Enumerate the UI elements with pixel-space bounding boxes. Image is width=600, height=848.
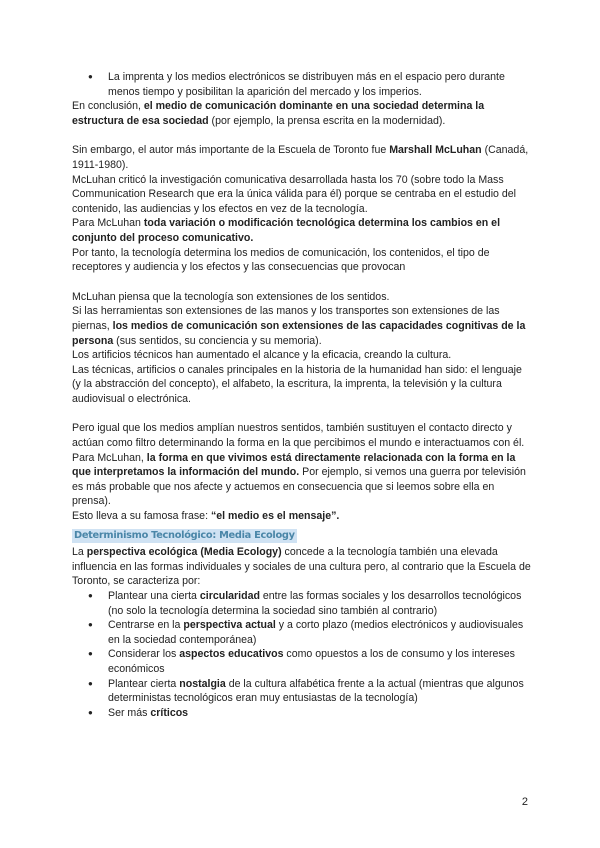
paragraph-frase: Esto lleva a su famosa frase: “el medio es el mensaje”. xyxy=(72,510,340,523)
paragraph-pero: Pero igual que los medios amplían nuestros sentidos, también sustituyen el contacto directo y actúan como filtro determinando la forma en la que percibimos el mundo e interactuamos con él. xyxy=(72,422,525,450)
bullet-list-top xyxy=(72,70,532,99)
section-heading: Determinismo Tecnológico: Media Ecology xyxy=(72,529,297,544)
paragraph-mcluhan: Sin embargo, el autor más importante de la Escuela de Toronto fue Marshall McLuhan (Canadá, 1911-1980). xyxy=(72,144,529,171)
list-item: ● Considerar los aspectos educativos como opuestos a los de consumo y los intereses económicos xyxy=(72,647,532,676)
paragraph-conclusion: En conclusión, el medio de comunicación dominante en una sociedad determina la estructura de esa sociedad (por ejemplo, la prensa escrita en la modernidad). xyxy=(72,100,485,127)
list-item: ● Plantear cierta nostalgia de la cultura alfabética frente a la actual (mientras que algunos deterministas tecnológicos eran muy entusiastas de la tecnología) xyxy=(72,677,532,706)
list-item: ● Centrarse en la perspectiva actual y a corto plazo (medios electrónicos y audiovisuales en la sociedad contemporánea) xyxy=(72,618,532,647)
page-number: 2 xyxy=(521,796,528,808)
paragraph-herramientas: Si las herramientas son extensiones de las manos y los transportes son extensiones de las piernas, los medios de comunicación son extensiones de las capacidades cognitivas de la persona (sus sentidos, su conciencia y su memoria). xyxy=(72,305,526,347)
paragraph-para-mcluhan: Para McLuhan toda variación o modificación tecnológica determina los cambios en el conjunto del proceso comunicativo. xyxy=(72,217,501,244)
paragraph-critico: McLuhan criticó la investigación comunicativa desarrollada hasta los 70 (sobre todo la Mass Communication Research que era la única válida para él) porque se centraba en el estudio del contenido, las audiencias y los efectos en vez de la tecnología. xyxy=(72,173,517,215)
list-item: ● La imprenta y los medios electrónicos se distribuyen más en el espacio pero durante menos tiempo y posibilitan la aparición del mercado y los imperios. xyxy=(72,70,532,99)
paragraph-extensiones: McLuhan piensa que la tecnología son extensiones de los sentidos. xyxy=(72,290,390,303)
paragraph-perspectiva: La perspectiva ecológica (Media Ecology) concede a la tecnología también una elevada influencia en las formas individuales y sociales de una cultura pero, al contrario que la Escuela de Toronto, se caracteriza por: xyxy=(72,546,531,588)
list-item: ● Plantear una cierta circularidad entre las formas sociales y los desarrollos tecnológicos (no solo la tecnología determina la sociedad sino también al contrario) xyxy=(72,589,532,618)
paragraph-forma: Para McLuhan, la forma en que vivimos está directamente relacionada con la forma en la que interpretamos la información del mundo. Por ejemplo, si vemos una guerra por televisión es más probable que nos afecte y actuemos en consecuencia que si leemos sobre ella en prensa). xyxy=(72,451,526,508)
list-item: ● Ser más críticos xyxy=(72,706,532,721)
document-body xyxy=(72,70,532,720)
paragraph-artificios: Los artificios técnicos han aumentado el alcance y la eficacia, creando la cultura. xyxy=(72,349,452,362)
paragraph-tecnicas: Las técnicas, artificios o canales principales en la historia de la humanidad han sido: el lenguaje (y la abstracción del concepto), el alfabeto, la escritura, la imprenta, la televisión y la cultura audiovisual o electrónica. xyxy=(72,363,522,405)
paragraph-por-tanto: Por tanto, la tecnología determina los medios de comunicación, los contenidos, el tipo de receptores y audiencia y los efectos y las consecuencias que provocan xyxy=(72,246,490,274)
bullet-list-ecology xyxy=(72,589,532,720)
